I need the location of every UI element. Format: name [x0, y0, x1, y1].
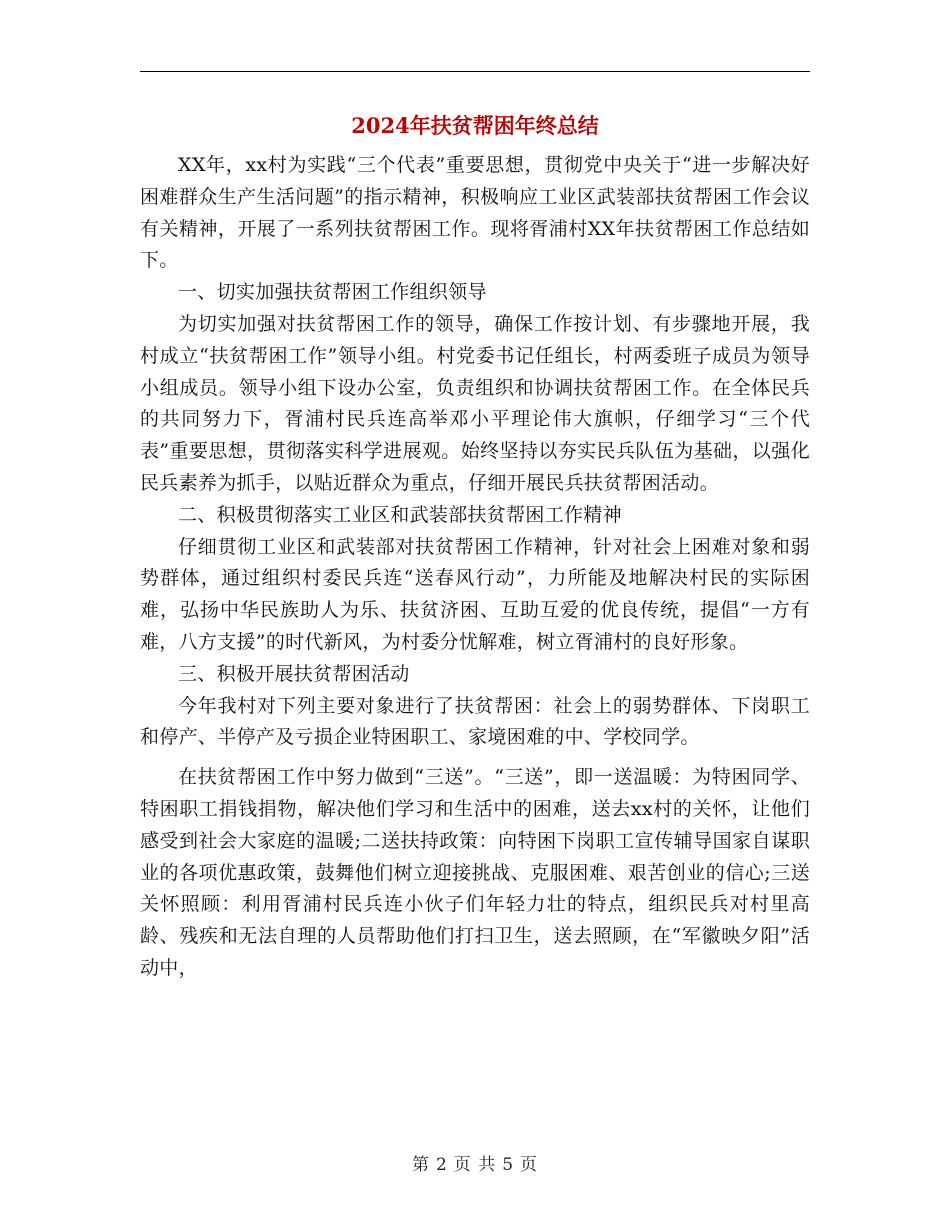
page-total: 5 — [502, 1155, 515, 1175]
footer-suffix: 页 — [520, 1155, 539, 1175]
page-footer — [0, 1153, 950, 1177]
footer-middle: 页 共 — [453, 1155, 497, 1175]
section-heading-2: 二、积极贯彻落实工业区和武装部扶贫帮困工作精神 — [178, 503, 622, 526]
section-3-paragraph-2: 在扶贫帮困工作中努力做到“三送”。“三送”，即一送温暖：为特困同学、特困职工捐钱捐物，解决他们学习和生活中的困难，送去xx村的关怀，让他们感受到社会大家庭的温暖;二送扶持政策：向特困下岗职工宣传辅导国家自谋职业的各项优惠政策，鼓舞他们树立迎接挑战、克服困难、艰苦创业的信心;三送关怀照顾：利用胥浦村民兵连小伙子们年轻力壮的特点，组织民兵对村里高龄、残疾和无法自理的人员帮助他们打扫卫生，送去照顾，在“军徽映夕阳”活动中， — [140, 766, 810, 979]
section-3-paragraph-1: 今年我村对下列主要对象进行了扶贫帮困：社会上的弱势群体、下岗职工和停产、半停产及亏损企业特困职工、家境困难的中、学校同学。 — [140, 694, 810, 749]
section-heading-3: 三、积极开展扶贫帮困活动 — [178, 662, 410, 685]
section-heading-1: 一、切实加强扶贫帮困工作组织领导 — [178, 281, 487, 304]
intro-paragraph: XX年，xx村为实践“三个代表”重要思想，贯彻党中央关于“进一步解决好困难群众生产生活问题”的指示精神，积极响应工业区武装部扶贫帮困工作会议有关精神，开展了一系列扶贫帮困工作。现将胥浦村XX年扶贫帮困工作总结如下。 — [140, 154, 810, 272]
page-number: 2 — [435, 1155, 448, 1175]
section-2-paragraph: 仔细贯彻工业区和武装部对扶贫帮困工作精神，针对社会上困难对象和弱势群体，通过组织村委民兵连“送春风行动”，力所能及地解决村民的实际困难，弘扬中华民族助人为乐、扶贫济困、互助互爱的优良传统，提倡“一方有难，八方支援”的时代新风，为村委分忧解难，树立胥浦村的良好形象。 — [140, 535, 810, 653]
document-body — [140, 150, 810, 985]
footer-prefix: 第 — [411, 1155, 430, 1175]
section-1-paragraph: 为切实加强对扶贫帮困工作的领导，确保工作按计划、有步骤地开展，我村成立“扶贫帮困工作”领导小组。村党委书记任组长，村两委班子成员为领导小组成员。领导小组下设办公室，负责组织和协调扶贫帮困工作。在全体民兵的共同努力下，胥浦村民兵连高举邓小平理论伟大旗帜，仔细学习“三个代表”重要思想，贯彻落实科学进展观。始终坚持以夯实民兵队伍为基础，以强化民兵素养为抓手，以贴近群众为重点，仔细开展民兵扶贫帮困活动。 — [140, 312, 810, 494]
header-rule — [140, 71, 810, 72]
document-title: 2024年扶贫帮困年终总结 — [351, 113, 599, 138]
